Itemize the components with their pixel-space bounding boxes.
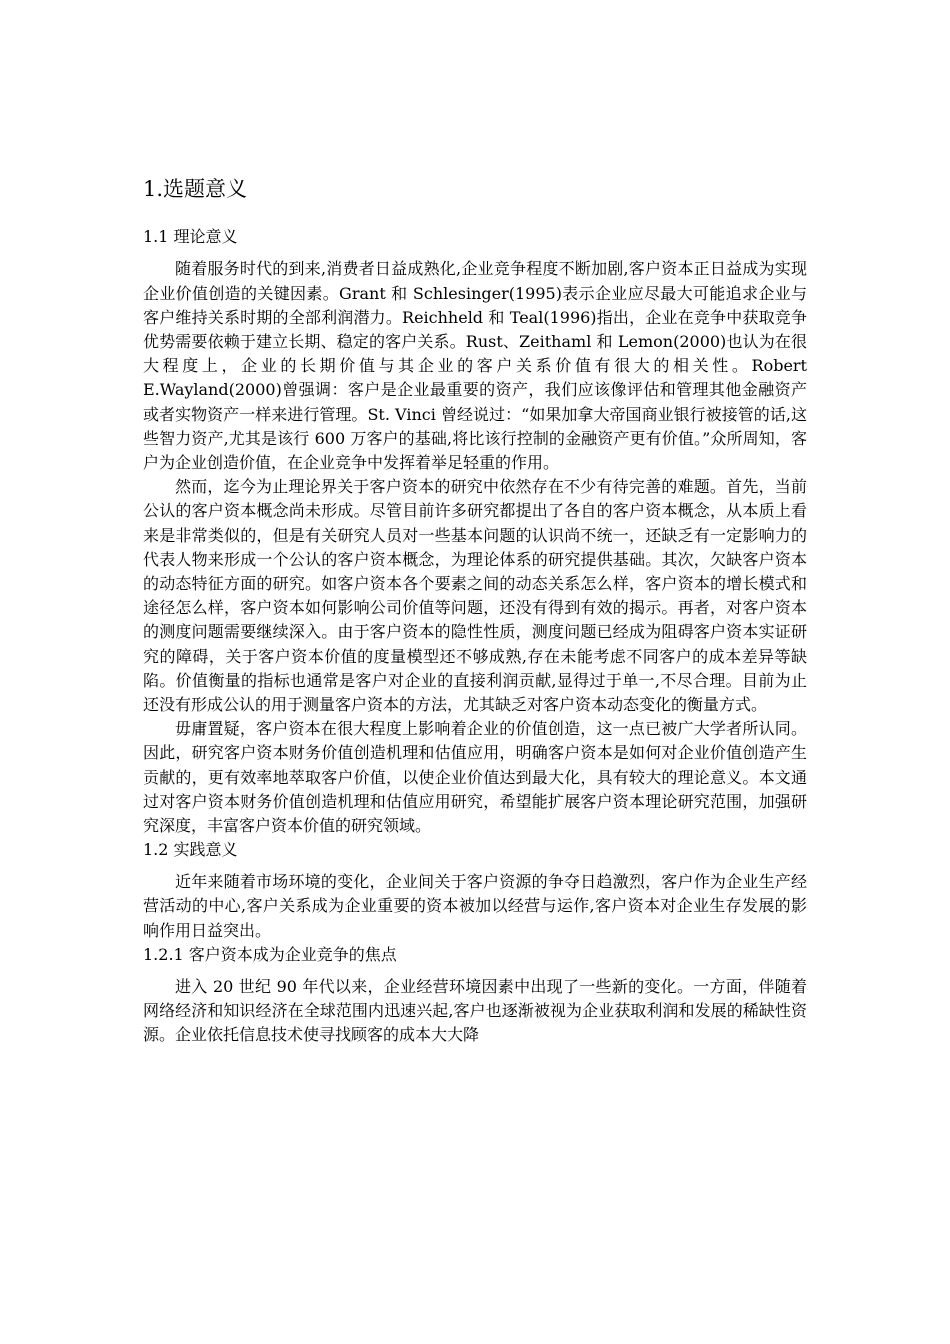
- paragraph-1-1-1: 随着服务时代的到来,消费者日益成熟化,企业竞争程度不断加剧,客户资本正日益成为实现企业价值创造的关键因素。Grant 和 Schlesinger(1995)表示企业应尽最大可能追求企业与客户维持关系时期的全部利润潜力。Reichheld 和 Teal(1996)指出，企业在竞争中获取竞争优势需要依赖于建立长期、稳定的客户关系。Rust、Zeithaml 和 Lemon(2000)也认为在很大程度上，企业的长期价值与其企业的客户关系价值有很大的相关性。Robert E.Wayland(2000)曾强调：客户是企业最重要的资产，我们应该像评估和管理其他金融资产或者实物资产一样来进行管理。St. Vinci 曾经说过：“如果加拿大帝国商业银行被接管的话,这些智力资产,尤其是该行 600 万客户的基础,将比该行控制的金融资产更有价值。”众所周知，客户为企业创造价值，在企业竞争中发挥着举足轻重的作用。: [143, 259, 807, 472]
- section-title-1-2-1: 1.2.1 客户资本成为企业竞争的焦点: [143, 944, 397, 964]
- section-title-1-2: 1.2 实践意义: [143, 840, 238, 860]
- paragraph-1-1-3: 毋庸置疑，客户资本在很大程度上影响着企业的价值创造，这一点已被广大学者所认同。因此，研究客户资本财务价值创造机理和估值应用，明确客户资本是如何对企业价值创造产生贡献的，更有效率地萃取客户价值，以使企业价值达到最大化，具有较大的理论意义。本文通过对客户资本财务价值创造机理和估值应用研究，希望能扩展客户资本理论研究范围，加强研究深度，丰富客户资本价值的研究领域。: [143, 719, 807, 835]
- paragraph-1-1-2: 然而，迄今为止理论界关于客户资本的研究中依然存在不少有待完善的难题。首先，当前公认的客户资本概念尚未形成。尽管目前许多研究都提出了各自的客户资本概念，从本质上看来是非常类似的，但是有关研究人员对一些基本问题的认识尚不统一，还缺乏有一定影响力的代表人物来形成一个公认的客户资本概念，为理论体系的研究提供基础。其次，欠缺客户资本的动态特征方面的研究。如客户资本各个要素之间的动态关系怎么样，客户资本的增长模式和途径怎么样，客户资本如何影响公司价值等问题，还没有得到有效的揭示。再者，对客户资本的测度问题需要继续深入。由于客户资本的隐性性质，测度问题已经成为阻碍客户资本实证研究的障碍，关于客户资本价值的度量模型还不够成熟,存在未能考虑不同客户的成本差异等缺陷。价值衡量的指标也通常是客户对企业的直接利润贡献,显得过于单一,不尽合理。目前为止还没有形成公认的用于测量客户资本的方法，尤其缺乏对客户资本动态变化的衡量方式。: [143, 477, 807, 714]
- chapter-heading: 1.选题意义: [143, 177, 248, 201]
- paragraph-1-2-1: 近年来随着市场环境的变化，企业间关于客户资源的争夺日趋激烈，客户作为企业生产经营活动的中心,客户关系成为企业重要的资本被加以经营与运作,客户资本对企业生存发展的影响作用日益突出。: [143, 872, 807, 940]
- paragraph-1-2-1-1: 进入 20 世纪 90 年代以来，企业经营环境因素中出现了一些新的变化。一方面，伴随着网络经济和知识经济在全球范围内迅速兴起,客户也逐渐被视为企业获取利润和发展的稀缺性资源。企业依托信息技术使寻找顾客的成本大大降: [143, 976, 807, 1045]
- document-content: [143, 176, 807, 1047]
- section-title-1-1: 1.1 理论意义: [143, 227, 238, 247]
